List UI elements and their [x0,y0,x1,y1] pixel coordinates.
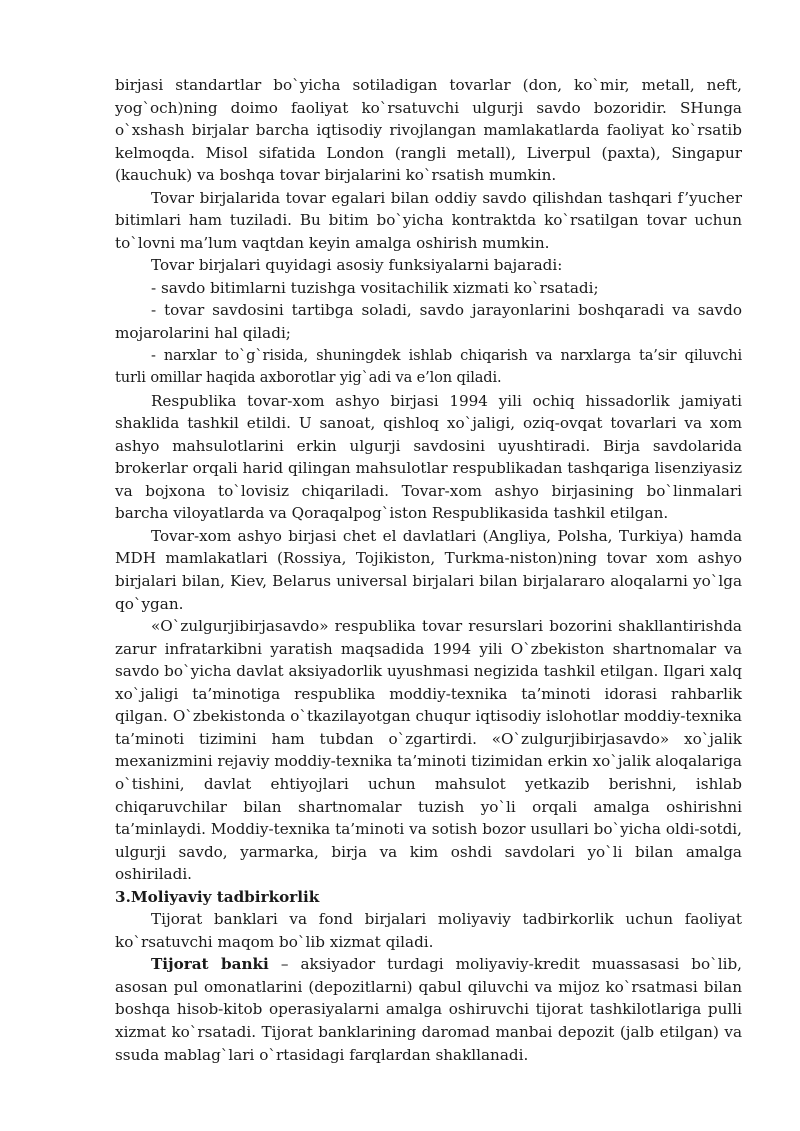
section-heading: 3.Moliyaviy tadbirkorlik [115,887,320,906]
defined-term: Tijorat banki [151,955,269,974]
paragraph: Tovar birjalarida tovar egalari bilan oddiy savdo qilishdan tashqari f’yucher bitimlari ham tuziladi. Bu bitim bo`yicha kontraktda ko`rsatilgan tovar uchun to`lovni ma’lum vaqtdan keyin amalga oshirish mumkin. [115,188,742,252]
paragraph: Respublika tovar-xom ashyo birjasi 1994 yili ochiq hissadorlik jamiyati shaklida tashkil etildi. U sanoat, qishloq xo`jaligi, oziq-ovqat tovarlari va xom ashyo mahsulotlarini erkin ulgurji savdosini uyushtiradi. Birja savdolarida brokerlar orqali harid qilingan mahsulotlar respublikadan tashqariga lisenziyasiz va bojxona to`lovisiz chiqariladi. Tovar-xom ashyo birjasining bo`linmalari barcha viloyatlarda va Qoraqalpog`iston Respublikasida tashkil etilgan. [115,391,742,523]
list-item: - narxlar to`g`risida, shuningdek ishlab chiqarish va narxlarga ta’sir qiluvchi turli omillar haqida axborotlar yig`adi va e’lon qiladi. [115,346,742,387]
paragraph: «O`zulgurjibirjasavdo» respublika tovar resurslari bozorini shakllantirishda zarur infratarkibni yaratish maqsadida 1994 yili O`zbekiston shartnomalar va savdo bo`yicha davlat aksiyadorlik uyushmasi negizida tashkil etilgan. Ilgari xalq xo`jaligi ta’minotiga respublika moddiy-texnika ta’minoti idorasi rahbarlik qilgan. O`zbekistonda o`tkazilayotgan chuqur iqtisodiy islohotlar moddiy-texnika ta’minoti tizimini ham tubdan o`zgartirdi. «O`zulgurjibirjasavdo» xo`jalik mexanizmini rejaviy moddiy-texnika ta’minoti tizimidan erkin xo`jalik aloqalariga o`tishini, davlat ehtiyojlari uchun mahsulot yetkazib berishni, ishlab chiqaruvchilar bilan shartnomalar tuzish yo`li orqali amalga oshirishni ta’minlaydi. Moddiy-texnika ta’minoti va sotish bozor usullari bo`yicha oldi-sotdi, ulgurji savdo, yarmarka, birja va kim oshdi savdolari yo`li bilan amalga oshiriladi. [115,617,742,884]
paragraph: Tovar birjalari quyidagi asosiy funksiyalarni bajaradi: [151,256,563,275]
paragraph: Tijorat banklari va fond birjalari moliyaviy tadbirkorlik uchun faoliyat ko`rsatuvchi maqom bo`lib xizmat qiladi. [115,910,742,951]
list-item: - tovar savdosini tartibga soladi, savdo jarayonlarini boshqaradi va savdo mojarolarini hal qiladi; [115,301,742,343]
definition-text: – aksiyador turdagi moliyaviy-kredit muassasasi bo`lib, asosan pul omonatlarini (depozitlarni) qabul qiluvchi va mijoz ko`rsatmasi bilan boshqa hisob-kitob operasiyalarni amalga oshiruvchi tijorat tashkilotlariga pulli xizmat ko`rsatadi. Tijorat banklarining daromad manbai depozit (jalb etilgan) va ssuda mablag`lari o`rtasidagi farqlardan shakllanadi. [115,955,742,1064]
list-item: - savdo bitimlarni tuzishga vositachilik xizmati ko`rsatadi; [151,278,599,297]
paragraph: birjasi standartlar bo`yicha sotiladigan tovarlar (don, ko`mir, metall, neft, yog`och)ning doimo faoliyat ko`rsatuvchi ulgurji savdo bozoridir. SHunga o`xshash birjalar barcha iqtisodiy rivojlangan mamlakatlarda faoliyat ko`rsatib kelmoqda. Misol sifatida London (rangli metall), Liverpul (paxta), Singapur (kauchuk) va boshqa tovar birjalarini ko`rsatish mumkin. [115,76,742,185]
definition-paragraph [115,953,742,1066]
document-page [115,74,742,1066]
paragraph: Tovar-xom ashyo birjasi chet el davlatlari (Angliya, Polsha, Turkiya) hamda MDH mamlakatlari (Rossiya, Tojikiston, Turkma-niston)ning tovar xom ashyo birjalari bilan, Kiev, Belarus universal birjalari bilan birjalararo aloqalarni yo`lga qo`ygan. [115,526,742,613]
